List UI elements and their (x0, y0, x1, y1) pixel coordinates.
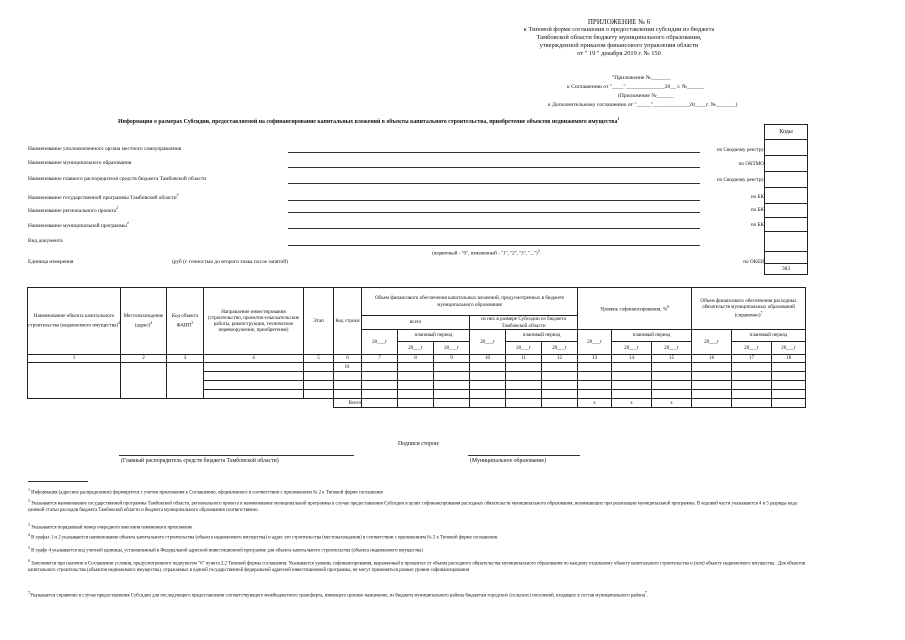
signature-line[interactable] (468, 455, 580, 456)
x-mark: x (652, 399, 692, 408)
table-cell[interactable] (204, 381, 304, 390)
unit-value: (руб (с точностью до второго знака после запятой) (172, 259, 288, 265)
table-cell[interactable] (692, 372, 732, 381)
unit-code-label: по ОКЕИ (743, 259, 764, 265)
col-number: 17 (732, 355, 772, 363)
table-cell[interactable] (612, 363, 652, 372)
field-line[interactable] (288, 167, 700, 168)
table-cell[interactable] (362, 381, 398, 390)
table-cell[interactable] (506, 363, 542, 372)
requisite-line: "Приложение №_______ (612, 75, 671, 81)
footnote: $^1$ Информация (адресное распределение) формируется с учетом приложения к Соглашению, оформленного в соответствии с приложением № 2 к Типовой форме соглашения (28, 488, 383, 496)
table-cell[interactable] (612, 381, 652, 390)
table-cell[interactable] (692, 390, 732, 399)
code-cell[interactable] (765, 217, 807, 231)
th-level: Уровень софинансирования, %$^6$ (578, 288, 692, 330)
th-year: 20___г (578, 330, 612, 355)
th-plan-period: плановый период (732, 330, 806, 342)
footnote: $^5$ В графе 4 указывается код учетной единицы, установленный в Федеральной адресной инвестиционной программе для объекта капитального строительства (объекта недвижимого имущества) (28, 546, 423, 554)
table-cell[interactable] (732, 390, 772, 399)
table-cell[interactable] (398, 399, 434, 408)
table-cell[interactable] (167, 363, 204, 399)
table-cell[interactable] (692, 399, 732, 408)
table-cell[interactable] (732, 372, 772, 381)
appendix-header (469, 18, 769, 58)
x-mark: x (612, 399, 652, 408)
table-cell[interactable] (542, 399, 578, 408)
table-cell[interactable] (772, 381, 806, 390)
table-cell[interactable] (612, 390, 652, 399)
table-cell[interactable] (578, 372, 612, 381)
table-cell[interactable] (732, 363, 772, 372)
doc-kind-hint: (первичный - "0", измененный - "1", "2", "3", "...")$^3$ (432, 249, 540, 257)
table-cell[interactable] (334, 372, 362, 381)
total-label: Всего (334, 399, 362, 408)
x-mark: x (578, 399, 612, 408)
th-line-code: Код строки (334, 288, 362, 355)
field-line[interactable] (288, 212, 700, 213)
code-cell[interactable] (765, 231, 807, 251)
th-year: 20___г (434, 342, 470, 355)
table-cell[interactable] (334, 390, 362, 399)
table-cell[interactable] (692, 363, 732, 372)
appendix-line: от " 19 " декабря 2019 г. № 150 (577, 50, 661, 57)
th-volume: Объем финансового обеспечения капитальных вложений, предусмотренных в бюджете муниципального образования (362, 288, 578, 316)
signature-left: (Главный распорядитель средств бюджета Тамбовской области) (121, 458, 279, 464)
code-cell[interactable] (765, 203, 807, 217)
col-number: 7 (362, 355, 398, 363)
col-number: 13 (578, 355, 612, 363)
table-cell[interactable] (121, 363, 167, 399)
th-plan-period: плановый период (398, 330, 470, 342)
appendix-line: к Типовой форме соглашения о предоставлении субсидии из бюджета (523, 26, 715, 33)
th-year: 20___г (652, 342, 692, 355)
signatures-title: Подписи сторон: (398, 441, 440, 447)
table-cell[interactable] (542, 390, 578, 399)
table-cell[interactable] (304, 381, 334, 390)
table-cell[interactable] (434, 399, 470, 408)
table-cell[interactable] (732, 399, 772, 408)
table-cell[interactable] (470, 372, 506, 381)
col-number: 15 (652, 355, 692, 363)
code-cell[interactable] (765, 155, 807, 171)
col-number: 6 (334, 355, 362, 363)
code-cell[interactable] (765, 251, 807, 263)
footnote: $^6$ Заполняется при наличии в Соглашении условия, предусмотренного подпунктом "6" пункта 2.2 Типовой формы соглашения. Указывается уровень софинансирования, выраженный в процентах от объема расходного обязательства муниципального образования по каждому отдельному объекту капитального строительства и (или) объекту недвижимого имущества . Для объектов капитального строительства (объектов недвижимого имущества), отражаемых в единой государственной федеральной адресной инвестиционной программы, не могут применяться разные уровни софинансирования (28, 559, 806, 574)
field-code-label: по ОКТМО (738, 161, 764, 167)
column-numbers-row (28, 355, 806, 363)
table-cell[interactable] (506, 399, 542, 408)
table-cell[interactable] (434, 372, 470, 381)
table-cell[interactable] (772, 363, 806, 372)
field-label: Наименование муниципального образования (28, 160, 132, 166)
total-row (28, 399, 806, 408)
table-cell[interactable] (434, 363, 470, 372)
signature-right: (Муниципальное образование) (470, 458, 547, 464)
th-location: Местонахождение (адрес)$^4$ (121, 288, 167, 355)
th-direction: Направление инвестирования (строительство, проектно-изыскательские работы, реконструкция, техническое перевооружение, приобретение) (204, 288, 304, 355)
table-cell[interactable] (732, 381, 772, 390)
col-number: 16 (692, 355, 732, 363)
th-plan-period: плановый период (612, 330, 692, 342)
codes-box (764, 124, 808, 275)
th-total: всего (362, 316, 470, 330)
appendix-title: ПРИЛОЖЕНИЕ № 6 (587, 18, 651, 26)
col-number: 4 (204, 355, 304, 363)
field-label: Наименование уполномоченного органа местного самоуправления (28, 146, 182, 152)
table-cell[interactable] (434, 390, 470, 399)
col-number: 14 (612, 355, 652, 363)
table-cell[interactable] (204, 372, 304, 381)
code-cell[interactable] (765, 171, 807, 187)
th-year: 20___г (362, 330, 398, 355)
th-year: 20___г (542, 342, 578, 355)
subsidy-table (27, 287, 806, 408)
th-year: 20___г (398, 342, 434, 355)
field-line[interactable] (288, 183, 700, 184)
table-cell[interactable] (652, 363, 692, 372)
table-cell[interactable] (362, 399, 398, 408)
table-cell[interactable] (506, 390, 542, 399)
code-cell[interactable] (765, 139, 807, 155)
table-cell[interactable] (304, 390, 334, 399)
field-label: Наименование регионального проекта$^2$ (28, 206, 118, 214)
th-year: 20___г (772, 342, 806, 355)
table-cell[interactable] (578, 363, 612, 372)
footnote: $^3$ Указывается порядковый номер очередного внесения изменения в приложение (28, 523, 193, 531)
field-code-label: по Сводному реестру (716, 147, 764, 153)
col-number: 3 (167, 355, 204, 363)
table-cell[interactable] (362, 372, 398, 381)
form-title: Информация о размерах Субсидии, предоставляемой на софинансирование капитальных вложений в объекты капитального строительства, приобретение объектов недвижимого имущества$^1$ (118, 117, 620, 125)
field-label: Наименование муниципальной программы$^2$ (28, 221, 129, 229)
table-cell[interactable] (470, 399, 506, 408)
table-cell[interactable] (506, 381, 542, 390)
col-number: 8 (398, 355, 434, 363)
th-year: 20___г (506, 342, 542, 355)
table-cell[interactable] (470, 363, 506, 372)
table-cell[interactable] (362, 363, 398, 372)
table-cell[interactable] (612, 372, 652, 381)
col-number: 5 (304, 355, 334, 363)
footnote: $^4$ В графах 1 и 2 указываются наименование объекта капитального строительства (объекта недвижимого имущества) и адрес его строительства (местонахождения) в соответствии с приложением № 2 к Типовой форме соглашения. (28, 533, 499, 541)
table-cell[interactable] (398, 381, 434, 390)
okei-code: 383 (765, 263, 807, 274)
col-number: 18 (772, 355, 806, 363)
table-row (28, 363, 806, 372)
requisite-line: (Приложение №______ (618, 93, 674, 99)
table-cell[interactable] (398, 372, 434, 381)
field-line[interactable] (288, 228, 700, 229)
th-year: 20___г (470, 330, 506, 355)
code-cell[interactable] (765, 187, 807, 203)
table-cell[interactable] (652, 390, 692, 399)
col-number: 9 (434, 355, 470, 363)
table-cell[interactable] (506, 372, 542, 381)
codes-header: Коды (779, 129, 793, 135)
footnote-separator (28, 481, 88, 482)
row-code: 01 (334, 363, 362, 372)
table-cell[interactable] (398, 363, 434, 372)
table-cell[interactable] (542, 363, 578, 372)
field-label: Наименование государственной программы Тамбовской области$^2$ (28, 193, 179, 201)
table-cell[interactable] (28, 363, 121, 399)
table-cell[interactable] (204, 363, 304, 372)
table-cell[interactable] (578, 390, 612, 399)
unit-label: Единица измерения (28, 259, 74, 265)
field-line[interactable] (288, 200, 700, 201)
requisite-line: к Дополнительному соглашению от "_____"_____________20____г. №_______) (548, 102, 738, 108)
footnote: $^7$Указывается справочно в случае предоставления Субсидии для последующего предоставления соответствующего межбюджетного трансферта, имеющего целевое назначение, из бюджета муниципального района бюджетам городских (сельских) поселений, входящих в состав муниципального района$^7$. (28, 591, 649, 599)
field-code-label: по БК (750, 207, 764, 213)
col-number: 10 (470, 355, 506, 363)
table-cell[interactable] (652, 381, 692, 390)
table-cell[interactable] (362, 390, 398, 399)
table-cell[interactable] (470, 390, 506, 399)
col-number: 11 (506, 355, 542, 363)
th-year: 20___г (732, 342, 772, 355)
table-cell[interactable] (470, 381, 506, 390)
field-code-label: по Сводному реестру (716, 177, 764, 183)
table-cell[interactable] (692, 381, 732, 390)
table-cell[interactable] (398, 390, 434, 399)
signature-line[interactable] (119, 455, 354, 456)
table-cell (28, 399, 334, 408)
table-cell[interactable] (652, 372, 692, 381)
field-label: Вид документа (28, 238, 63, 244)
table-cell[interactable] (542, 381, 578, 390)
appendix-line: Тамбовской области бюджету муниципального образования, (536, 34, 702, 41)
table-cell[interactable] (542, 372, 578, 381)
appendix-line: утвержденной приказом финансового управления области (539, 42, 699, 49)
table-cell[interactable] (204, 390, 304, 399)
footnote: $^2$ Указывается наименование государственной программы Тамбовской области, регионального проекта и наименование муниципальной программы в случае предоставления Субсидии в целях софинансирования расходных обязательств муниципального образования, возникающих при реализации муниципальной программы. В кодовой части указываются 4 и 5 разряды кода целевой статьи расходов бюджета Тамбовской области и бюджета муниципального образования соответственно. (28, 499, 797, 514)
requisite-line: к Соглашению от "____"______________20__ г. №______ (567, 84, 704, 90)
table-cell[interactable] (304, 372, 334, 381)
field-label: Наименование главного распорядителя средств бюджета Тамбовской области (28, 176, 207, 182)
table-cell[interactable] (434, 381, 470, 390)
table-cell[interactable] (304, 363, 334, 372)
field-line[interactable] (288, 245, 700, 246)
th-plan-period: плановый период (506, 330, 578, 342)
field-code-label: по БК (750, 222, 764, 228)
th-obligations: Объем финансового обеспечения расходных обязательств муниципальных образований (справочно)$^7$ (692, 288, 806, 330)
col-number: 1 (28, 355, 121, 363)
table-cell[interactable] (772, 390, 806, 399)
th-object: Наименование объекта капитального строительства (недвижимого имущества)$^4$ (28, 288, 121, 355)
th-incl-subsidy: из них в размере Субсидии из бюджета Тамбовской области (470, 316, 578, 330)
th-year: 20___г (692, 330, 732, 355)
th-stage: Этап (304, 288, 334, 355)
th-faip: Код объекта ФАИП$^5$ (167, 288, 204, 355)
table-cell[interactable] (772, 372, 806, 381)
col-number: 12 (542, 355, 578, 363)
field-code-label: по БК (750, 194, 764, 200)
col-number: 2 (121, 355, 167, 363)
table-cell[interactable] (578, 381, 612, 390)
th-year: 20___г (612, 342, 652, 355)
table-cell[interactable] (772, 399, 806, 408)
field-line[interactable] (288, 152, 700, 153)
table-cell[interactable] (334, 381, 362, 390)
